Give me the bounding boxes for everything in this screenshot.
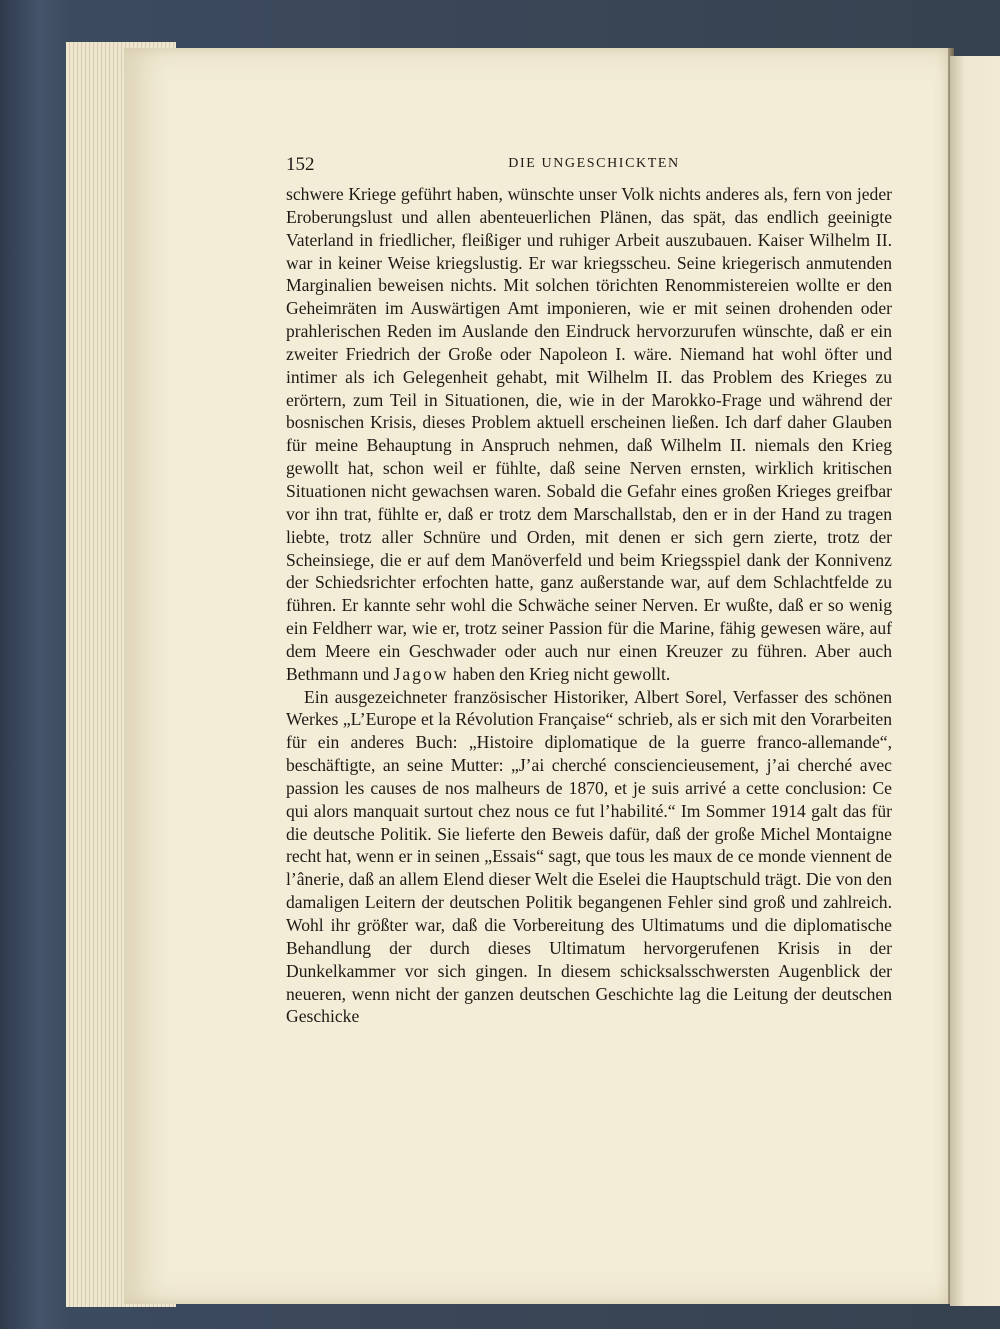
paragraph-text-end: haben den Krieg nicht gewollt. [452,663,671,684]
running-head: DIE UNGESCHICKTEN [508,156,680,171]
paragraph [286,183,892,686]
facing-page-edge [950,56,1000,1306]
body-text [286,183,892,1028]
paragraph: Ein ausgezeichneter französischer Historiker, Albert Sorel, Verfasser des schönen Werkes „L’Europe et la Révolution Française“ schrieb, als er sich mit den Vorarbeiten für ein anderes Buch: „Histoire diplomatique de la guerre franco-allemande“, beschäftigte, an seine Mutter: „J’ai cherché consciencieusement, j’ai cherché avec passion les causes de nos malheurs de 1870, et je suis arrivé a cette conclusion: Ce qui alors manquait surtout chez nous ce fut l’habilité.“ Im Sommer 1914 galt das für die deutsche Politik. Sie lieferte den Beweis dafür, daß der große Michel Montaigne recht hat, wenn er in seinen „Essais“ sagt, que tous les maux de ce monde viennent de l’ânerie, daß an allem Elend dieser Welt die Eselei die Hauptschuld trägt. Die von den damaligen Leitern der deutschen Politik begangenen Fehler sind groß und zahlreich. Wohl ihr größter war, daß die Vorbereitung des Ultimatums und die diplomatische Behandlung der durch dieses Ultimatum hervorgerufenen Krisis in der Dunkelkammer vor sich gingen. In diesem schicksalsschwersten Augenblick der neueren, wenn nicht der ganzen deutschen Geschichte lag die Leitung der deutschen Geschicke [286,686,892,1027]
paragraph-text: schwere Kriege geführt haben, wünschte unser Volk nichts anderes als, fern von jeder Eroberungslust und allen abenteuerlichen Plänen, das spät, das endlich geeinigte Vaterland in friedlicher, fleißiger und ruhiger Arbeit auszubauen. Kaiser Wilhelm II. war in keiner Weise kriegslustig. Er war kriegsscheu. Seine kriegerisch anmutenden Marginalien beweisen nichts. Mit solchen törichten Renommistereien wollte er den Geheimräten im Auswärtigen Amt imponieren, wie er mit seinen drohenden oder prahlerischen Reden im Auslande den Eindruck hervorzurufen wünschte, daß er ein zweiter Friedrich der Große oder Napoleon I. wäre. Niemand hat wohl öfter und intimer als ich Gelegenheit gehabt, mit Wilhelm II. das Problem des Krieges zu erörtern, zum Teil in Situationen, die, wie in der Marokko-Frage und während der bosnischen Krisis, dieses Problem aktuell erscheinen ließen. Ich darf daher Glauben für meine Behauptung in Anspruch nehmen, daß Wilhelm II. niemals den Krieg gewollt hat, schon weil er fühlte, daß seine Nerven ernsten, wirklich kritischen Situationen nicht gewachsen waren. Sobald die Gefahr eines großen Krieges greifbar vor ihn trat, fühlte er, daß er trotz dem Marschallstab, den er in der Hand zu tragen liebte, trotz aller Schnüre und Orden, mit denen er sich gern zierte, trotz der Scheinsiege, die er auf dem Manöverfeld und beim Kriegsspiel dank der Konnivenz der Schiedsrichter erfochten hatte, ganz außerstande war, auf dem Schlachtfelde zu führen. Er kannte sehr wohl die Schwäche seiner Nerven. Er wußte, daß er so wenig ein Feldherr war, wie er, trotz seiner Passion für die Marine, fähig gewesen wäre, auf dem Meere ein Geschwader oder auch nur einen Kreuzer zu führen. Aber auch Bethmann und [286,184,892,684]
page-number: 152 [286,154,315,175]
emphasized-name: Jagow [393,663,449,684]
page-header [286,154,892,180]
